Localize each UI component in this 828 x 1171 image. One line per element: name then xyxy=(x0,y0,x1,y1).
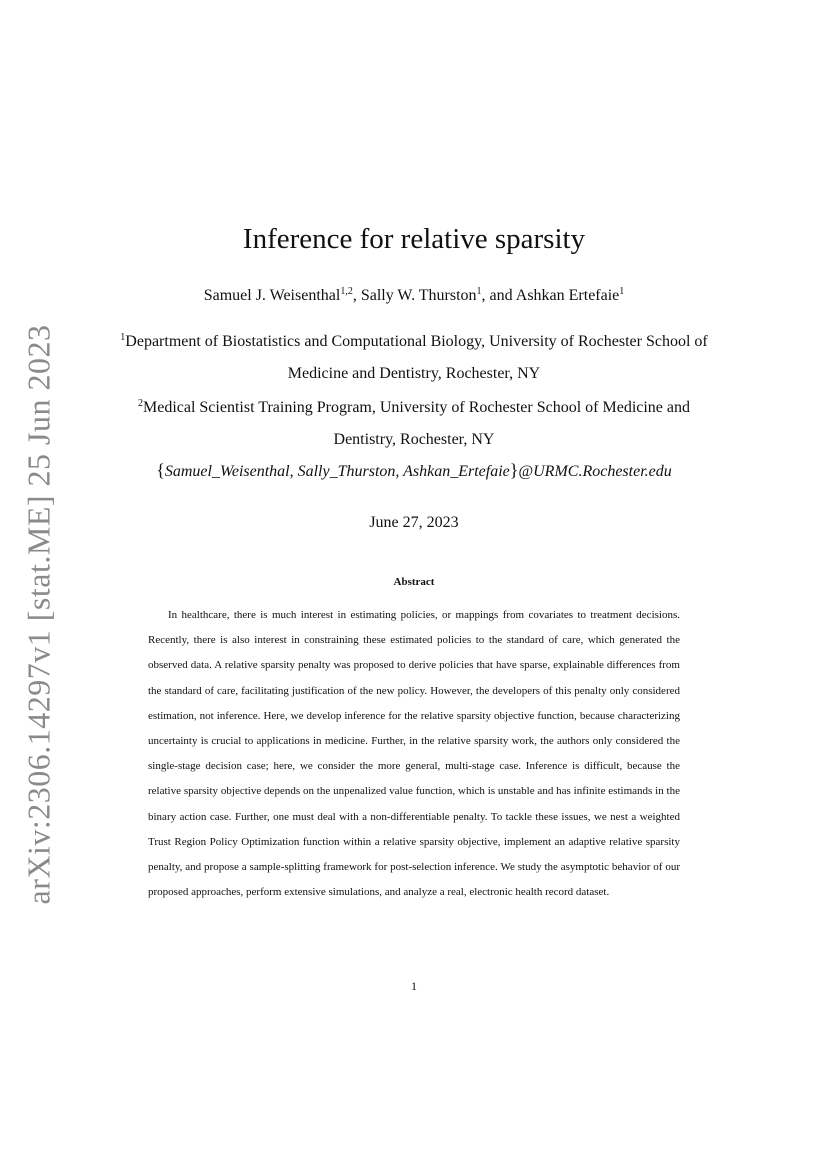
affiliation-text: Medical Scientist Training Program, University of Rochester School of Medicine and Dentistry, Rochester, NY xyxy=(142,399,691,448)
publication-date: June 27, 2023 xyxy=(369,514,459,531)
paper-title: Inference for relative sparsity xyxy=(242,223,586,255)
author-separator: , xyxy=(352,287,361,304)
author-emails xyxy=(0,458,828,484)
author-affiliation-marker: 1 xyxy=(619,286,625,297)
page-number: 1 xyxy=(411,979,417,993)
abstract-body: In healthcare, there is much interest in estimating policies, or mappings from covariates to treatment decisions. Recently, there is also interest in constraining these estimated policies to the standard of care, which generated the observed data. A relative sparsity penalty was proposed to derive policies that have sparse, explainable differences from the standard of care, facilitating justification of the new policy. However, the developers of this penalty only considered estimation, not inference. Here, we develop inference for the relative sparsity objective function, because characterizing uncertainty is crucial to applications in medicine. Further, in the relative sparsity work, the authors only considered the single-stage decision case; here, we consider the more general, multi-stage case. Inference is difficult, because the relative sparsity objective depends on the unpenalized value function, which is unstable and has infinite estimands in the binary action case. Further, one must deal with a non-differentiable penalty. To tackle these issues, we nest a weighted Trust Region Policy Optimization function within a relative sparsity objective, implement an adaptive relative sparsity penalty, and propose a sample-splitting framework for post-selection inference. We study the asymptotic behavior of our proposed approaches, perform extensive simulations, and analyze a real, electronic health record dataset. xyxy=(148,609,680,899)
affiliation-text: Department of Biostatistics and Computational Biology, University of Rochester School of Medicine and Dentistry, Rochester, NY xyxy=(125,333,708,382)
author-name: Samuel J. Weisenthal xyxy=(203,287,341,304)
arxiv-identifier-stamp xyxy=(18,324,60,904)
author-separator: , and xyxy=(481,287,516,304)
email-close-brace: } xyxy=(509,460,519,480)
email-open-brace: { xyxy=(156,460,165,480)
author-list xyxy=(0,285,828,307)
affiliation-marker: 2 xyxy=(137,398,143,409)
affiliation-2 xyxy=(110,392,718,456)
affiliation-1 xyxy=(110,326,718,390)
email-names: Samuel_Weisenthal, Sally_Thurston, Ashkan_Ertefaie xyxy=(164,463,510,480)
author-name: Ashkan Ertefaie xyxy=(515,287,620,304)
affiliation-marker: 1 xyxy=(120,332,126,343)
author-affiliation-marker: 1 xyxy=(476,286,482,297)
author-name: Sally W. Thurston xyxy=(360,287,477,304)
email-domain: @URMC.Rochester.edu xyxy=(518,463,672,480)
arxiv-identifier-text: arXiv:2306.14297v1 [stat.ME] 25 Jun 2023 xyxy=(20,324,57,904)
abstract-heading: Abstract xyxy=(393,576,435,588)
author-affiliation-marker: 1,2 xyxy=(340,286,353,297)
